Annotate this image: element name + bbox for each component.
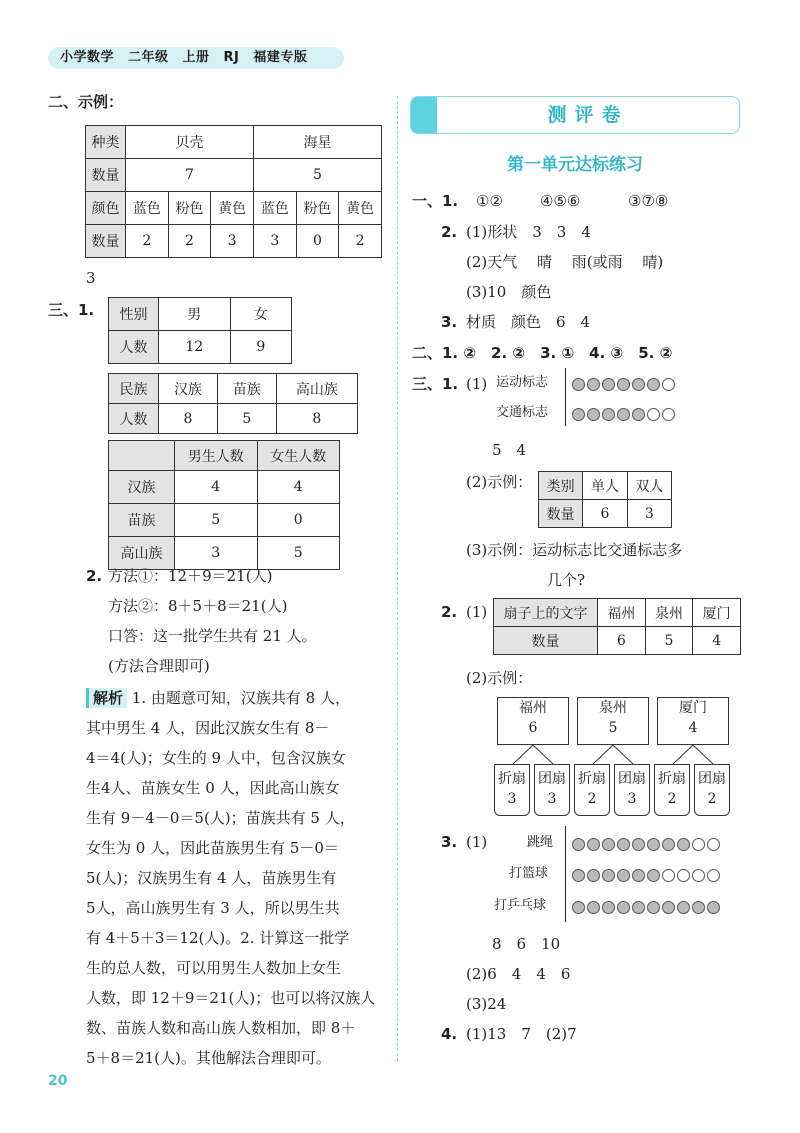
cell: 黄色 xyxy=(211,192,254,225)
leaf-type: 折扇 xyxy=(658,771,686,787)
cell: 高山族 xyxy=(109,537,175,570)
cell: 9 xyxy=(230,331,291,364)
tally-mark-filled xyxy=(617,901,630,914)
q2-method-2: 方法②：8＋5＋8＝21(人) xyxy=(108,597,288,615)
p3-q3-number: 3. xyxy=(441,833,458,851)
cell: 人数 xyxy=(109,404,159,434)
leaf-count: 3 xyxy=(547,791,557,807)
header-edition: RJ xyxy=(223,50,240,65)
tree-node-xiamen xyxy=(657,697,729,745)
cell: 蓝色 xyxy=(126,192,169,225)
cell: 高山族 xyxy=(276,374,357,404)
cell: 4 xyxy=(693,627,741,655)
cell: 2 xyxy=(339,225,382,258)
p3-q1-numbers: 5 4 xyxy=(492,441,527,459)
banner-title: 测评卷 xyxy=(547,104,629,126)
leaf-type: 团扇 xyxy=(698,771,726,787)
tally-mark-filled xyxy=(617,869,630,882)
node-count: 6 xyxy=(528,720,538,736)
tally-row-pingpong xyxy=(572,897,722,915)
tally-mark-filled xyxy=(662,838,675,851)
analysis-line: 5(人)；汉族男生有 4 人，苗族男生有 xyxy=(86,869,337,887)
tally-mark-filled xyxy=(692,901,705,914)
p3-q2-sub2: (2)示例： xyxy=(466,669,533,687)
q2-method-1: 方法①：12＋9＝21(人) xyxy=(108,567,273,585)
tally-mark-filled xyxy=(572,869,585,882)
cell: 3 xyxy=(211,225,254,258)
p3-q4-number: 4. xyxy=(441,1025,458,1043)
tally-mark-filled xyxy=(572,901,585,914)
leaf-count: 3 xyxy=(627,791,637,807)
tally-mark-filled xyxy=(617,838,630,851)
tally-mark-empty xyxy=(707,869,720,882)
tally-label: 打乒乓球 xyxy=(494,898,547,913)
section-2-label: 二、示例： xyxy=(48,93,124,111)
analysis-text: 1. 由题意可知，汉族共有 8 人， xyxy=(127,689,350,707)
cell: 4 xyxy=(175,471,258,504)
tally-row-basketball xyxy=(572,865,722,883)
cell: 种类 xyxy=(86,126,126,159)
cell: 苗族 xyxy=(217,374,276,404)
tally-mark-empty xyxy=(692,838,705,851)
node-city: 泉州 xyxy=(599,700,627,716)
tree-leaf xyxy=(654,764,690,816)
tally-mark-filled xyxy=(587,869,600,882)
tally-mark-filled xyxy=(572,838,585,851)
cell: 数量 xyxy=(86,159,126,192)
cell: 3 xyxy=(627,500,671,528)
p3-q1-sub2: (2)示例： xyxy=(466,473,533,491)
leaf-type: 折扇 xyxy=(578,771,606,787)
p3-q4-ans: (1)13 7 (2)7 xyxy=(466,1025,577,1043)
cell: 数量 xyxy=(494,627,598,655)
tally-mark-filled xyxy=(632,901,645,914)
tree-node-fuzhou xyxy=(497,697,569,745)
header-region: 福建专版 xyxy=(253,50,308,65)
node-city: 厦门 xyxy=(679,700,707,716)
tally-mark-filled xyxy=(647,869,660,882)
cell: 12 xyxy=(159,331,231,364)
analysis-line: 生有 9－4－0＝5(人)；苗族共有 5 人， xyxy=(86,809,355,827)
q2-answer: 口答：这一批学生共有 21 人。 xyxy=(108,627,317,645)
cell: 0 xyxy=(257,504,340,537)
node-count: 4 xyxy=(688,720,698,736)
cell: 5 xyxy=(257,537,340,570)
analysis-line: 5人，高山族男生有 3 人，所以男生共 xyxy=(86,899,340,917)
tree-leaf xyxy=(694,764,730,816)
tally-mark-filled xyxy=(662,901,675,914)
p1-q1-ans-b: ④⑤⑥ xyxy=(540,192,581,210)
cell: 汉族 xyxy=(159,374,218,404)
cell: 女 xyxy=(230,298,291,331)
p3-q1-sub3-a: (3)示例：运动标志比交通标志多 xyxy=(466,541,683,559)
leaf-count: 2 xyxy=(667,791,677,807)
cell: 数量 xyxy=(86,225,126,258)
cell: 0 xyxy=(296,225,339,258)
header-subject: 小学数学 xyxy=(60,50,115,65)
leaf-count: 3 xyxy=(507,791,517,807)
tally-label: 跳绳 xyxy=(527,835,554,850)
cell: 6 xyxy=(583,500,627,528)
tally-label: 打篮球 xyxy=(509,866,549,881)
p3-q3-sub2: (2)6 4 4 6 xyxy=(466,965,571,983)
header-volume: 上册 xyxy=(182,50,210,65)
analysis-line: 生4人、苗族女生 0 人，因此高山族女 xyxy=(86,779,340,797)
cell: 苗族 xyxy=(109,504,175,537)
part-2-answers: 二、1. ② 2. ② 3. ① 4. ③ 5. ② xyxy=(412,344,673,362)
cell: 海星 xyxy=(253,126,381,159)
cell: 3 xyxy=(253,225,296,258)
cell: 5 xyxy=(217,404,276,434)
header-grade: 二年级 xyxy=(128,50,169,65)
analysis-line: 4＝4(人)；女生的 9 人中，包含汉族女 xyxy=(86,749,346,767)
tally-mark-filled xyxy=(647,838,660,851)
tree-node-quanzhou xyxy=(577,697,649,745)
cell: 人数 xyxy=(109,331,159,364)
cell: 6 xyxy=(598,627,646,655)
node-city: 福州 xyxy=(519,700,547,716)
cell: 8 xyxy=(276,404,357,434)
cell: 性别 xyxy=(109,298,159,331)
tree-leaf xyxy=(574,764,610,816)
analysis-line: 其中男生 4 人，因此汉族女生有 8－ xyxy=(86,719,330,737)
p3-q1-sub3-b: 几个? xyxy=(547,571,586,589)
tally-axis xyxy=(565,826,566,922)
cell: 男 xyxy=(159,298,231,331)
p3-q2-sub1: (1) xyxy=(466,603,488,621)
q2-number: 2. xyxy=(86,567,103,585)
q2-note: (方法合理即可) xyxy=(108,657,210,675)
cell: 扇子上的文字 xyxy=(494,599,598,627)
cell: 5 xyxy=(645,627,693,655)
cell: 3 xyxy=(175,537,258,570)
analysis-line: 有 4＋5＋3＝12(人)。2. 计算这一批学 xyxy=(86,929,350,947)
tally-label: 运动标志 xyxy=(496,375,549,390)
cell: 女生人数 xyxy=(257,441,340,471)
cell: 福州 xyxy=(598,599,646,627)
p3-q1-number: 三、1. xyxy=(412,375,459,393)
node-count: 5 xyxy=(608,720,618,736)
cell: 贝壳 xyxy=(126,126,254,159)
stray-number: 3 xyxy=(86,269,96,287)
cell: 粉色 xyxy=(168,192,211,225)
p3-q3-numbers: 8 6 10 xyxy=(492,935,561,953)
tally-label: 交通标志 xyxy=(496,405,549,420)
p1-q3-number: 3. xyxy=(441,313,458,331)
tally-mark-empty xyxy=(662,869,675,882)
section-3-label: 三、1. xyxy=(48,301,95,319)
tally-mark-empty xyxy=(692,869,705,882)
cell: 黄色 xyxy=(339,192,382,225)
cell: 2 xyxy=(168,225,211,258)
cell: 7 xyxy=(126,159,254,192)
tree-leaf xyxy=(614,764,650,816)
tally-mark-filled xyxy=(587,838,600,851)
tally-mark-filled xyxy=(602,869,615,882)
cell: 汉族 xyxy=(109,471,175,504)
cell: 5 xyxy=(175,504,258,537)
tree-leaf xyxy=(534,764,570,816)
p1-q2-b: (2)天气 晴 雨(或雨 晴) xyxy=(466,253,664,271)
cell: 5 xyxy=(253,159,381,192)
unit-title: 第一单元达标练习 xyxy=(507,155,643,175)
analysis-line: 数、苗族人数和高山族人数相加，即 8＋ xyxy=(86,1019,356,1037)
leaf-type: 团扇 xyxy=(618,771,646,787)
p3-q3-sub1: (1) xyxy=(466,833,488,851)
tree-leaf xyxy=(494,764,530,816)
cell: 4 xyxy=(257,471,340,504)
leaf-count: 2 xyxy=(587,791,597,807)
cell: 双人 xyxy=(627,472,671,500)
analysis-line: 人数，即 12＋9＝21(人)；也可以将汉族人 xyxy=(86,989,376,1007)
p3-q2-number: 2. xyxy=(441,603,458,621)
p1-q1-number: 一、1. xyxy=(412,192,459,210)
p3-q3-sub3: (3)24 xyxy=(466,995,507,1013)
cell: 民族 xyxy=(109,374,159,404)
tally-row-rope xyxy=(572,834,722,852)
cell: 单人 xyxy=(583,472,627,500)
tally-mark-filled xyxy=(632,869,645,882)
cell: 男生人数 xyxy=(175,441,258,471)
p1-q2-c: (3)10 颜色 xyxy=(466,283,552,301)
cell: 颜色 xyxy=(86,192,126,225)
tally-mark-filled xyxy=(602,838,615,851)
tally-mark-filled xyxy=(677,838,690,851)
p1-q1-ans-c: ③⑦⑧ xyxy=(628,192,669,210)
tally-mark-empty xyxy=(707,838,720,851)
leaf-type: 团扇 xyxy=(538,771,566,787)
p3-q1-sub1: (1) xyxy=(466,375,488,393)
p1-q3-ans: 材质 颜色 6 4 xyxy=(466,313,591,331)
analysis-tag: 解析 xyxy=(86,688,127,708)
tally-mark-filled xyxy=(632,838,645,851)
tally-mark-filled xyxy=(677,901,690,914)
tally-mark-filled xyxy=(707,901,720,914)
leaf-count: 2 xyxy=(707,791,717,807)
analysis-line: 女生为 0 人，因此苗族男生有 5－0＝ xyxy=(86,839,339,857)
analysis-line: 5＋8＝21(人)。其他解法合理即可。 xyxy=(86,1049,331,1067)
cell: 8 xyxy=(159,404,218,434)
p1-q1-ans-a: ①② xyxy=(476,192,503,210)
tally-mark-filled xyxy=(587,901,600,914)
analysis-line: 生的总人数，可以用男生人数加上女生 xyxy=(86,959,342,977)
tally-mark-filled xyxy=(602,901,615,914)
p1-q2-number: 2. xyxy=(441,223,458,241)
cell: 粉色 xyxy=(296,192,339,225)
leaf-type: 折扇 xyxy=(498,771,526,787)
page-number: 20 xyxy=(48,1073,68,1089)
p1-q2-a: (1)形状 3 3 4 xyxy=(466,223,591,241)
cell: 泉州 xyxy=(645,599,693,627)
tally-mark-filled xyxy=(647,901,660,914)
tally-mark-empty xyxy=(677,869,690,882)
cell: 类别 xyxy=(539,472,583,500)
cell: 厦门 xyxy=(693,599,741,627)
cell: 数量 xyxy=(539,500,583,528)
cell: 蓝色 xyxy=(253,192,296,225)
cell: 2 xyxy=(126,225,169,258)
